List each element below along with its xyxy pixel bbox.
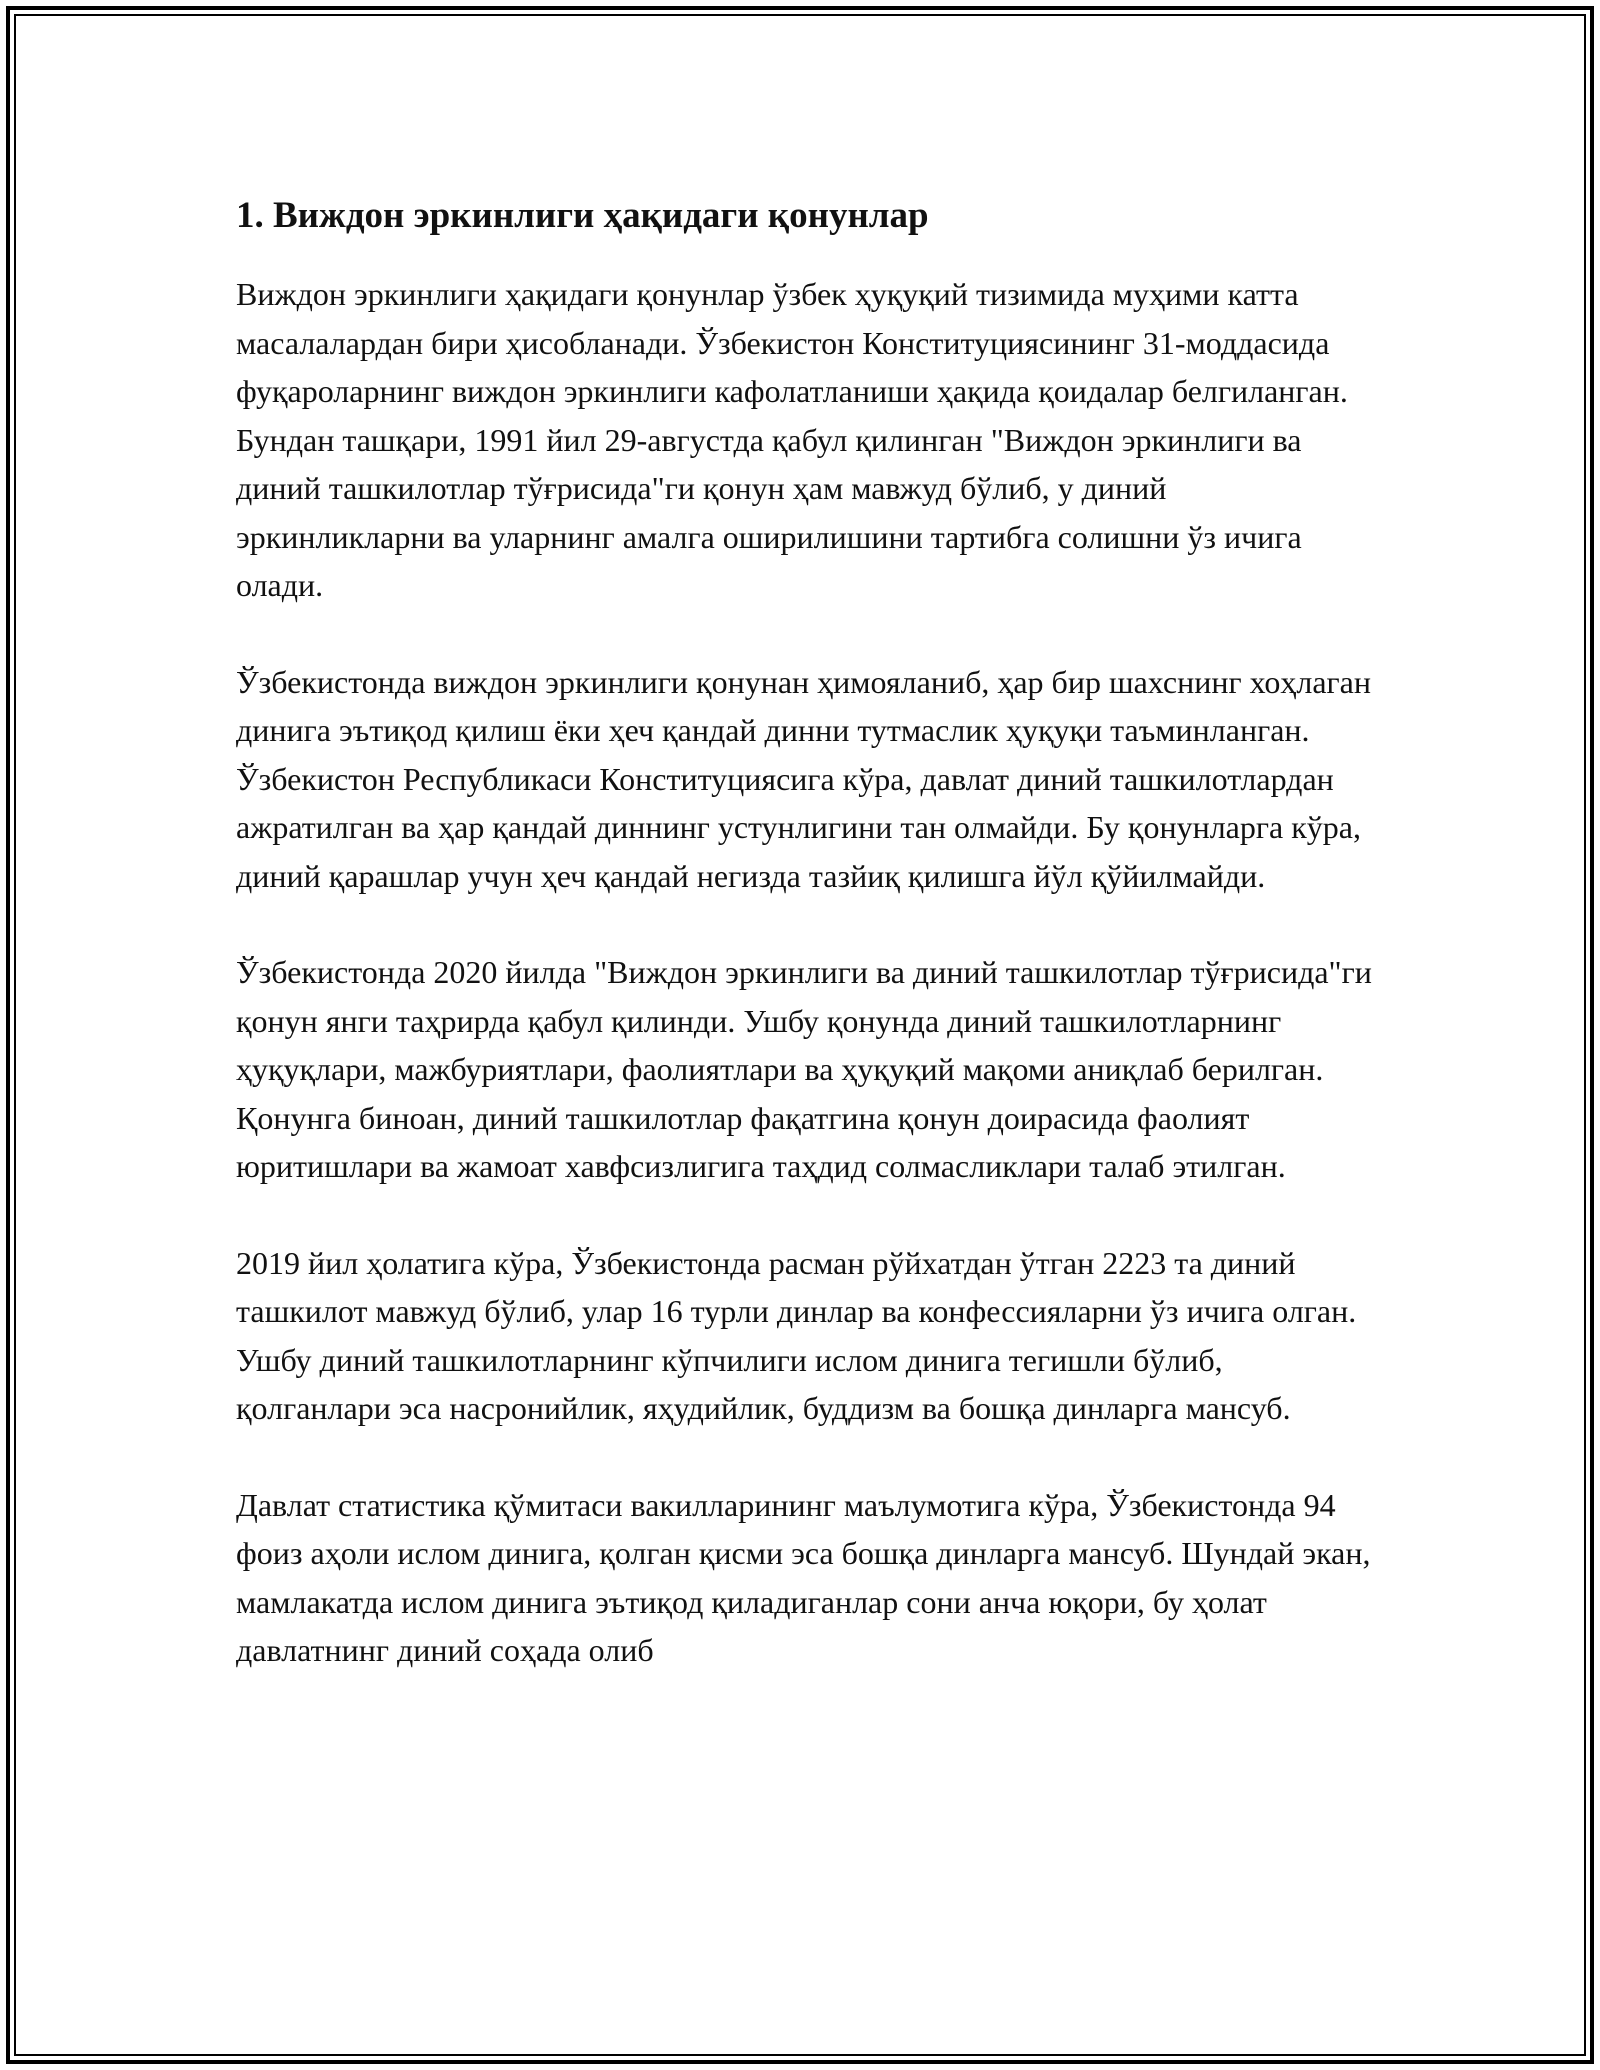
section-heading: 1. Виждон эркинлиги ҳақидаги қонунлар (236, 195, 929, 236)
paragraph-2: Ўзбекистонда виждон эркинлиги қонунан ҳимояланиб, ҳар бир шахснинг хоҳлаган динига эътиқод қилиш ёки ҳеч қандай динни тутмаслик ҳуқуқи таъминланган. Ўзбекистон Республикаси Конституциясига кўра, давлат диний ташкилотлардан ажратилган ва ҳар қандай диннинг устунлигини тан олмайди. Бу қонунларга кўра, диний қарашлар учун ҳеч қандай негизда тазйиқ қилишга йўл қўйилмайди. (236, 663, 1371, 894)
document-body (236, 186, 1376, 1723)
paragraph-5: Давлат статистика қўмитаси вакилларининг маълумотига кўра, Ўзбекистонда 94 фоиз аҳоли ислом динига, қолган қисми эса бошқа динларга мансуб. Шундай экан, мамлакатда ислом динига эътиқод қиладиганлар сони анча юқори, бу ҳолат давлатнинг диний соҳада олиб (236, 1486, 1371, 1668)
paragraph-4: 2019 йил ҳолатига кўра, Ўзбекистонда расман рўйхатдан ўтган 2223 та диний ташкилот мавжуд бўлиб, улар 16 турли динлар ва конфессияларни ўз ичига олган. Ушбу диний ташкилотларнинг кўпчилиги ислом динига тегишли бўлиб, қолганлари эса насронийлик, яҳудийлик, буддизм ва бошқа динларга мансуб. (236, 1244, 1357, 1426)
paragraph-3: Ўзбекистонда 2020 йилда "Виждон эркинлиги ва диний ташкилотлар тўғрисида"ги қонун янги таҳрирда қабул қилинди. Ушбу қонунда диний ташкилотларнинг ҳуқуқлари, мажбуриятлари, фаолиятлари ва ҳуқуқий мақоми аниқлаб берилган. Қонунга биноан, диний ташкилотлар фақатгина қонун доирасида фаолият юритишлари ва жамоат хавфсизлигига таҳдид солмасликлари талаб этилган. (236, 954, 1372, 1184)
paragraph-1: Виждон эркинлиги ҳақидаги қонунлар ўзбек ҳуқуқий тизимида муҳими катта масалалардан бири ҳисобланади. Ўзбекистон Конституциясининг 31-моддасида фуқароларнинг виждон эркинлиги кафолатланиши ҳақида қоидалар белгиланган. Бундан ташқари, 1991 йил 29-августда қабул қилинган "Виждон эркинлиги ва диний ташкилотлар тўғрисида"ги қонун ҳам мавжуд бўлиб, у диний эркинликларни ва уларнинг амалга оширилишини тартибга солишни ўз ичига олади. (236, 276, 1348, 603)
